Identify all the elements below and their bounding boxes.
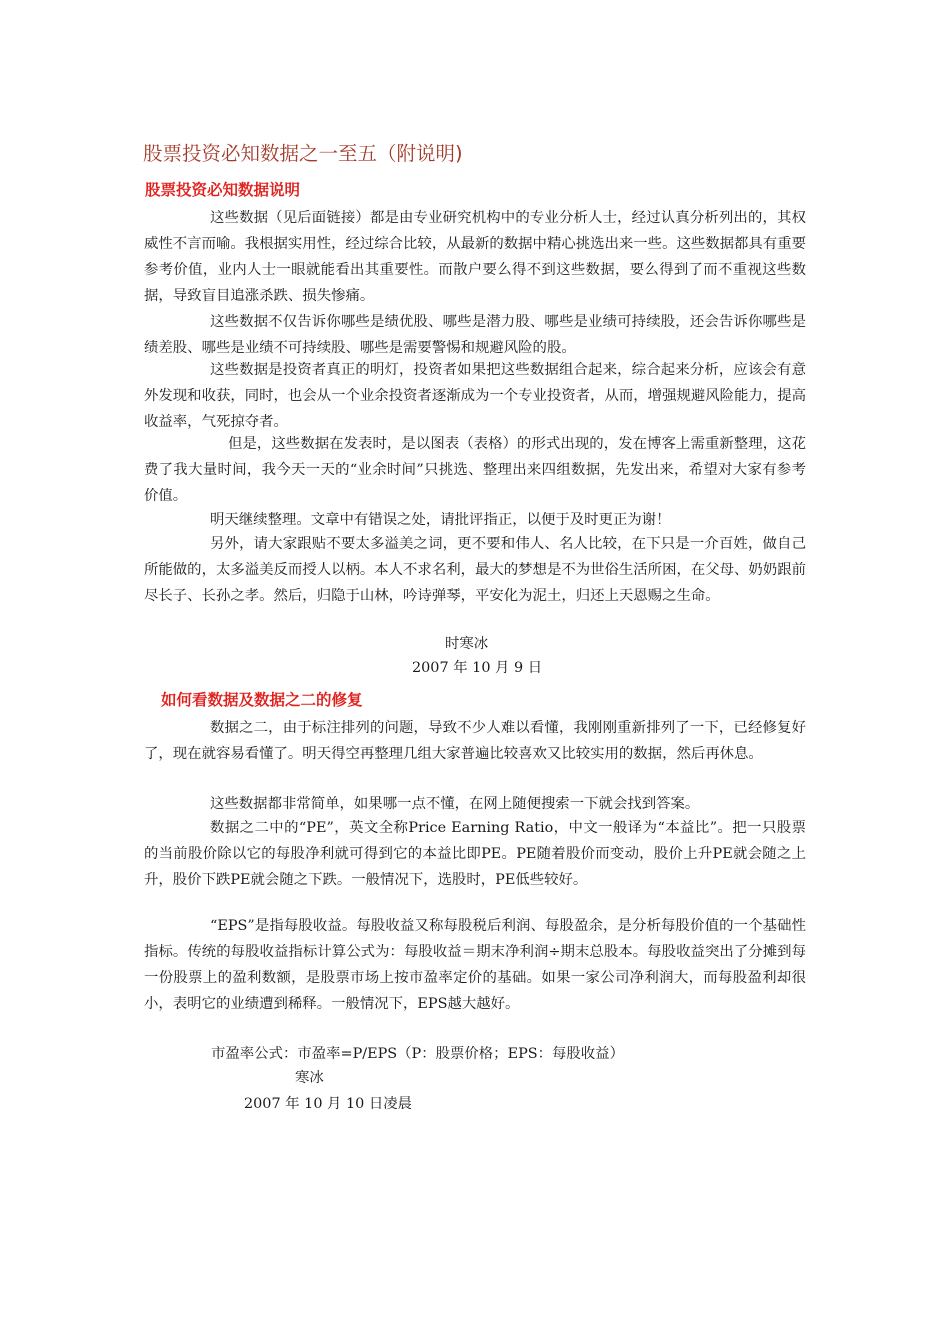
document-title: 股票投资必知数据之一至五（附说明) <box>143 142 463 165</box>
section1-paragraph-1: 这些数据（见后面链接）都是由专业研究机构中的专业分析人士，经过认真分析列出的，其权威性不言而喻。我根据实用性，经过综合比较，从最新的数据中精心挑选出来一些。这些数据都具有重要参考价值，业内人士一眼就能看出其重要性。而散户要么得不到这些数据，要么得到了而不重视这些数据，导致盲目追涨杀跌、损失惨痛。 <box>144 210 806 304</box>
section2-paragraph-2: 这些数据都非常简单，如果哪一点不懂，在网上随便搜索一下就会找到答案。 <box>210 796 700 812</box>
section2-formula: 市盈率公式：市盈率=P/EPS（P：股票价格；EPS：每股收益） <box>211 1046 624 1062</box>
section2-paragraph-1: 数据之二，由于标注排列的问题，导致不少人难以看懂，我刚刚重新排列了一下，已经修复好了，现在就容易看懂了。明天得空再整理几组大家普遍比较喜欢又比较实用的数据，然后再休息。 <box>144 720 806 762</box>
section1-date: 2007 年 10 月 9 日 <box>412 660 543 676</box>
section1-paragraph-6: 另外，请大家跟贴不要太多溢美之词，更不要和伟人、名人比较，在下只是一介百姓，做自己所能做的，太多溢美反而授人以柄。本人不求名利，最大的梦想是不为世俗生活所困，在父母、奶奶跟前尽长子、长孙之孝。然后，归隐于山林，吟诗弹琴，平安化为泥土，归还上天恩赐之生命。 <box>144 536 806 604</box>
section2-heading: 如何看数据及数据之二的修复 <box>161 691 363 709</box>
section1-author: 时寒冰 <box>445 636 489 652</box>
section2-paragraph-3: 数据之二中的“PE”，英文全称Price Earning Ratio，中文一般译为“本益比”。把一只股票的当前股价除以它的每股净利就可得到它的本益比即PE。PE随着股价而变动，股价上升PE就会随之上升，股价下跌PE就会随之下跌。一般情况下，选股时，PE低些较好。 <box>144 820 806 888</box>
section2-date: 2007 年 10 月 10 日凌晨 <box>244 1096 413 1112</box>
section1-heading: 股票投资必知数据说明 <box>145 181 301 199</box>
section1-paragraph-2: 这些数据不仅告诉你哪些是绩优股、哪些是潜力股、哪些是业绩可持续股，还会告诉你哪些是绩差股、哪些是业绩不可持续股、哪些是需要警惕和规避风险的股。 <box>144 314 806 356</box>
section1-paragraph-4: 但是，这些数据在发表时，是以图表（表格）的形式出现的，发在博客上需重新整理，这花费了我大量时间，我今天一天的“业余时间”只挑选、整理出来四组数据，先发出来，希望对大家有参考价值。 <box>144 436 806 504</box>
section2-author: 寒冰 <box>295 1070 324 1086</box>
section1-paragraph-3: 这些数据是投资者真正的明灯，投资者如果把这些数据组合起来，综合起来分析，应该会有意外发现和收获，同时，也会从一个业余投资者逐渐成为一个专业投资者，从而，增强规避风险能力，提高收益率，气死掠夺者。 <box>144 362 806 430</box>
section1-paragraph-5: 明天继续整理。文章中有错误之处，请批评指正，以便于及时更正为谢！ <box>210 512 671 528</box>
section2-paragraph-4: “EPS”是指每股收益。每股收益又称每股税后利润、每股盈余，是分析每股价值的一个基础性指标。传统的每股收益指标计算公式为：每股收益＝期末净利润÷期末总股本。每股收益突出了分摊到每一份股票上的盈利数额，是股票市场上按市盈率定价的基础。如果一家公司净利润大，而每股盈利却很小，表明它的业绩遭到稀释。一般情况下，EPS越大越好。 <box>144 918 806 1012</box>
